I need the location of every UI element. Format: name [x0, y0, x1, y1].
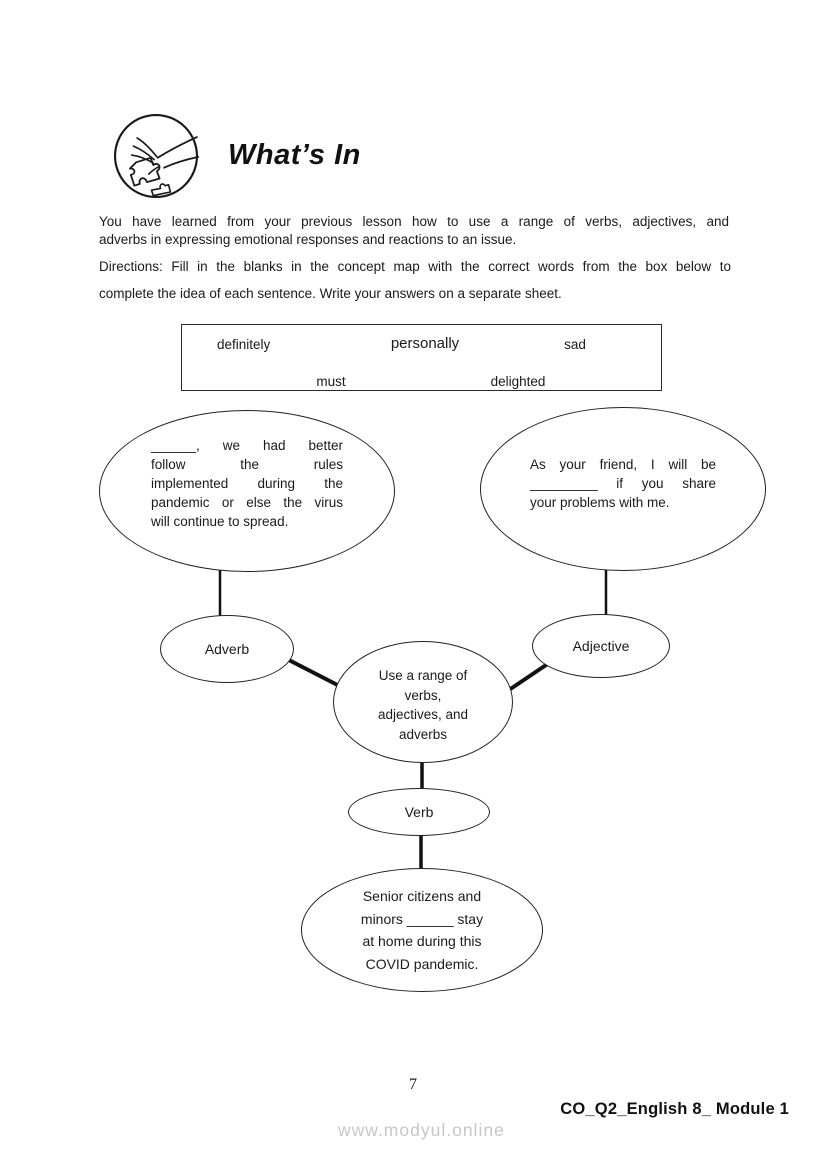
verb-sentence-text: [361, 885, 483, 975]
text-line: COVID pandemic.: [365, 955, 479, 972]
word-bank-word-must: must: [316, 374, 346, 389]
text-line: your problems with me.: [530, 494, 670, 510]
page-title: What’s In: [228, 139, 361, 171]
concept-map: [0, 400, 826, 1020]
text-line: verbs,: [404, 687, 442, 703]
module-code: CO_Q2_English 8_ Module 1: [560, 1100, 789, 1118]
adjective-sentence-text: [530, 455, 716, 512]
bubble-verb-sentence: [301, 868, 543, 992]
text-line: follow the rules: [151, 456, 343, 472]
text-line: Directions: Fill in the blanks in the concept map with the correct words from the box below to: [99, 259, 731, 274]
text-line: ______, we had better: [151, 437, 343, 453]
word-bank-word-personally: personally: [390, 335, 460, 352]
adverb-sentence-text: [151, 436, 343, 531]
verb-label: Verb: [404, 804, 434, 820]
word-bank-word-sad: sad: [564, 337, 586, 352]
bubble-adjective-label: [532, 614, 670, 678]
bubble-verb-label: [348, 788, 490, 836]
text-line: _________ if you share: [530, 475, 716, 491]
directions-paragraph: [99, 254, 731, 307]
bubble-adverb-label: [160, 615, 294, 683]
bubble-adjective-sentence: [480, 407, 766, 571]
text-line: adjectives, and: [377, 707, 469, 722]
text-line: adverbs: [398, 726, 448, 742]
watermark-text: www.modyul.online: [338, 1120, 505, 1140]
text-line: As your friend, I will be: [530, 456, 716, 472]
text-line: You have learned from your previous lesson how to use a range of verbs, adjectives, and: [99, 214, 729, 229]
adverb-label: Adverb: [204, 641, 250, 657]
text-line: will continue to spread.: [151, 513, 289, 529]
text-line: implemented during the: [151, 475, 343, 491]
text-line: at home during this: [362, 933, 482, 949]
word-bank-word-definitely: definitely: [217, 337, 271, 352]
bubble-center-topic: [333, 641, 513, 763]
adjective-label: Adjective: [572, 638, 630, 654]
puzzle-hand-icon: [111, 111, 201, 201]
word-bank-word-delighted: delighted: [490, 374, 546, 389]
text-line: complete the idea of each sentence. Write your answers on a separate sheet.: [99, 285, 562, 301]
text-line: Senior citizens and: [362, 888, 482, 904]
text-line: pandemic or else the virus: [151, 494, 343, 510]
text-line: minors ______ stay: [360, 910, 484, 927]
word-bank-box: [181, 324, 662, 391]
bubble-adverb-sentence: [99, 410, 395, 572]
text-line: adverbs in expressing emotional responses and reactions to an issue.: [99, 231, 517, 247]
center-topic-text: [378, 666, 468, 744]
intro-paragraph: [99, 213, 729, 248]
text-line: Use a range of: [378, 668, 468, 683]
page-number: 7: [409, 1076, 417, 1093]
